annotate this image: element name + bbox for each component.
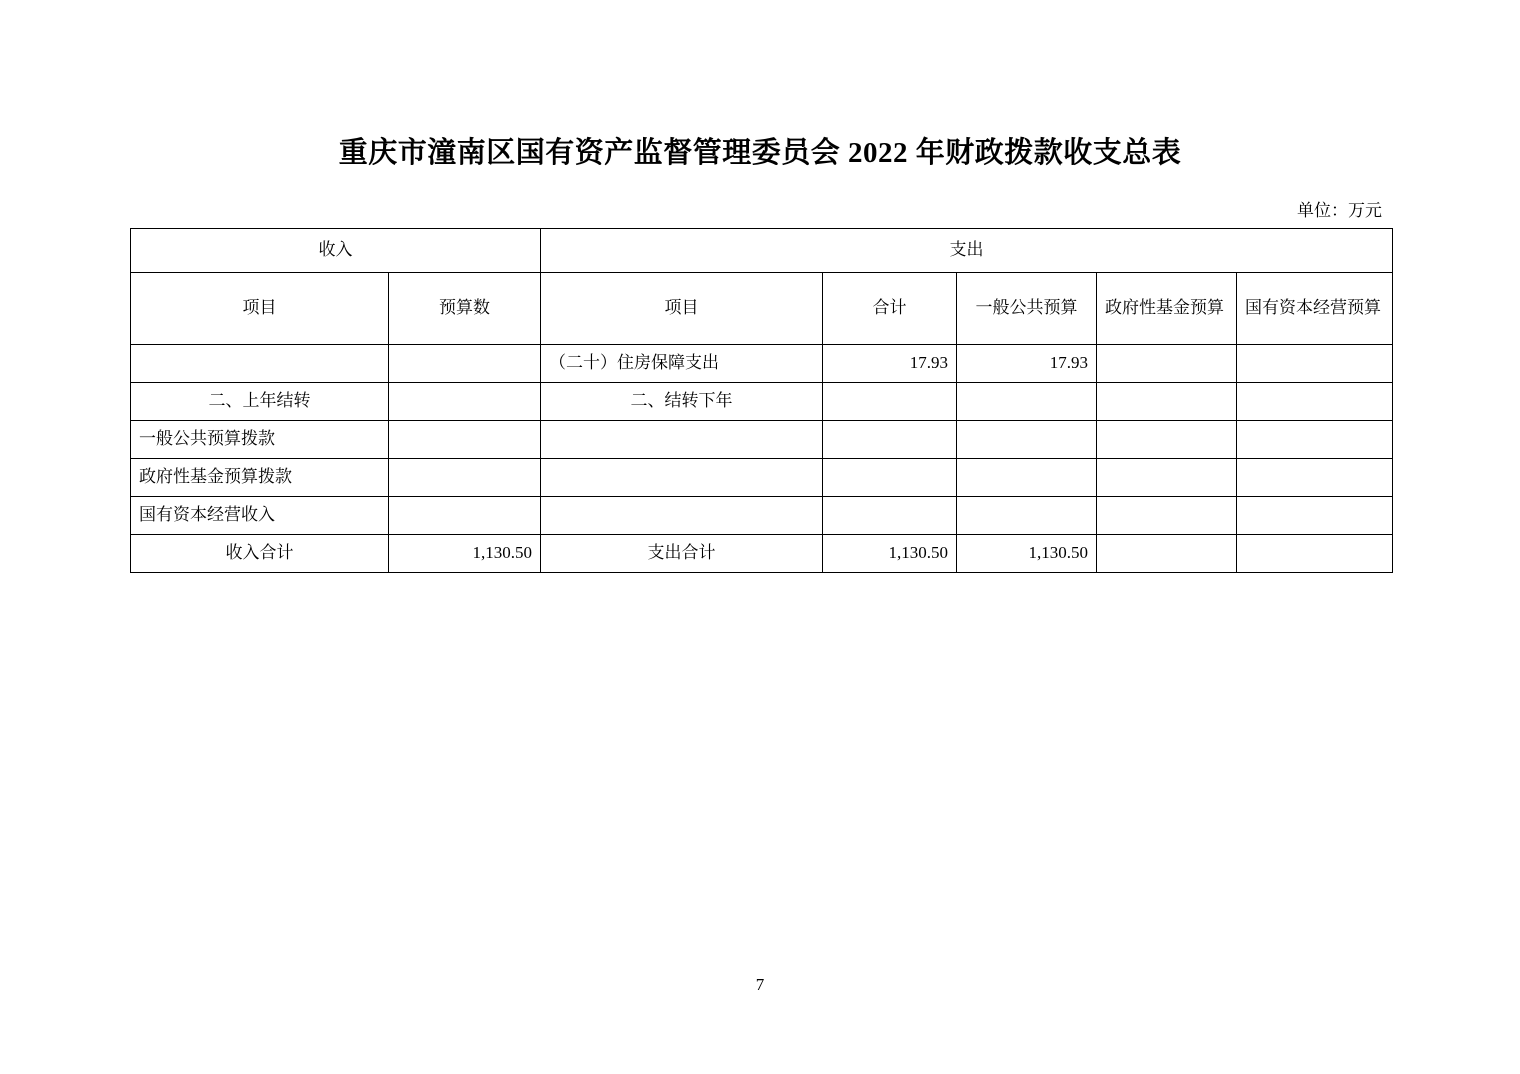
cell-expenditure-item: 支出合计 [541, 535, 823, 573]
cell-general-public-budget: 17.93 [957, 345, 1097, 383]
cell-state-capital-operation-budget [1237, 535, 1393, 573]
cell-income-item: 国有资本经营收入 [131, 497, 389, 535]
unit-note: 单位：万元 [1297, 201, 1382, 220]
cell-expenditure-item [541, 421, 823, 459]
cell-income-item: 政府性基金预算拨款 [131, 459, 389, 497]
column-header-state-capital-operation-budget: 国有资本经营预算 [1237, 273, 1393, 345]
cell-government-fund-budget [1097, 459, 1237, 497]
column-header-income-budget: 预算数 [389, 273, 541, 345]
cell-income-budget [389, 383, 541, 421]
cell-income-budget [389, 345, 541, 383]
cell-income-item: 收入合计 [131, 535, 389, 573]
column-header-total: 合计 [823, 273, 957, 345]
cell-government-fund-budget [1097, 421, 1237, 459]
cell-expenditure-item [541, 459, 823, 497]
cell-government-fund-budget [1097, 383, 1237, 421]
cell-total [823, 497, 957, 535]
table-row [131, 345, 1393, 383]
cell-state-capital-operation-budget [1237, 421, 1393, 459]
cell-total: 17.93 [823, 345, 957, 383]
page-number: 7 [755, 975, 765, 994]
column-header-government-fund-budget: 政府性基金预算 [1097, 273, 1237, 345]
column-header-expenditure-item: 项目 [541, 273, 823, 345]
table-row [131, 421, 1393, 459]
group-header-income: 收入 [131, 229, 541, 273]
cell-income-item: 二、上年结转 [131, 383, 389, 421]
cell-total [823, 421, 957, 459]
cell-state-capital-operation-budget [1237, 459, 1393, 497]
page-title: 重庆市潼南区国有资产监督管理委员会 2022 年财政拨款收支总表 [338, 137, 1182, 169]
cell-income-item: 一般公共预算拨款 [131, 421, 389, 459]
cell-expenditure-item [541, 497, 823, 535]
column-header-income-item: 项目 [131, 273, 389, 345]
cell-income-budget: 1,130.50 [389, 535, 541, 573]
cell-government-fund-budget [1097, 535, 1237, 573]
table-row-total [131, 535, 1393, 573]
table-row [131, 383, 1393, 421]
cell-expenditure-item: （二十）住房保障支出 [541, 345, 823, 383]
cell-government-fund-budget [1097, 345, 1237, 383]
cell-state-capital-operation-budget [1237, 497, 1393, 535]
cell-expenditure-item: 二、结转下年 [541, 383, 823, 421]
cell-state-capital-operation-budget [1237, 345, 1393, 383]
group-header-expenditure: 支出 [541, 229, 1393, 273]
cell-total: 1,130.50 [823, 535, 957, 573]
cell-general-public-budget [957, 383, 1097, 421]
table-group-header-row [131, 229, 1393, 273]
table-row [131, 497, 1393, 535]
cell-government-fund-budget [1097, 497, 1237, 535]
column-header-general-public-budget: 一般公共预算 [957, 273, 1097, 345]
cell-total [823, 459, 957, 497]
cell-general-public-budget [957, 497, 1097, 535]
cell-general-public-budget [957, 459, 1097, 497]
cell-state-capital-operation-budget [1237, 383, 1393, 421]
cell-total [823, 383, 957, 421]
cell-income-budget [389, 497, 541, 535]
cell-income-budget [389, 421, 541, 459]
budget-table [130, 228, 1393, 573]
table-row [131, 459, 1393, 497]
cell-income-budget [389, 459, 541, 497]
cell-general-public-budget [957, 421, 1097, 459]
cell-income-item [131, 345, 389, 383]
cell-general-public-budget: 1,130.50 [957, 535, 1097, 573]
table-column-header-row [131, 273, 1393, 345]
